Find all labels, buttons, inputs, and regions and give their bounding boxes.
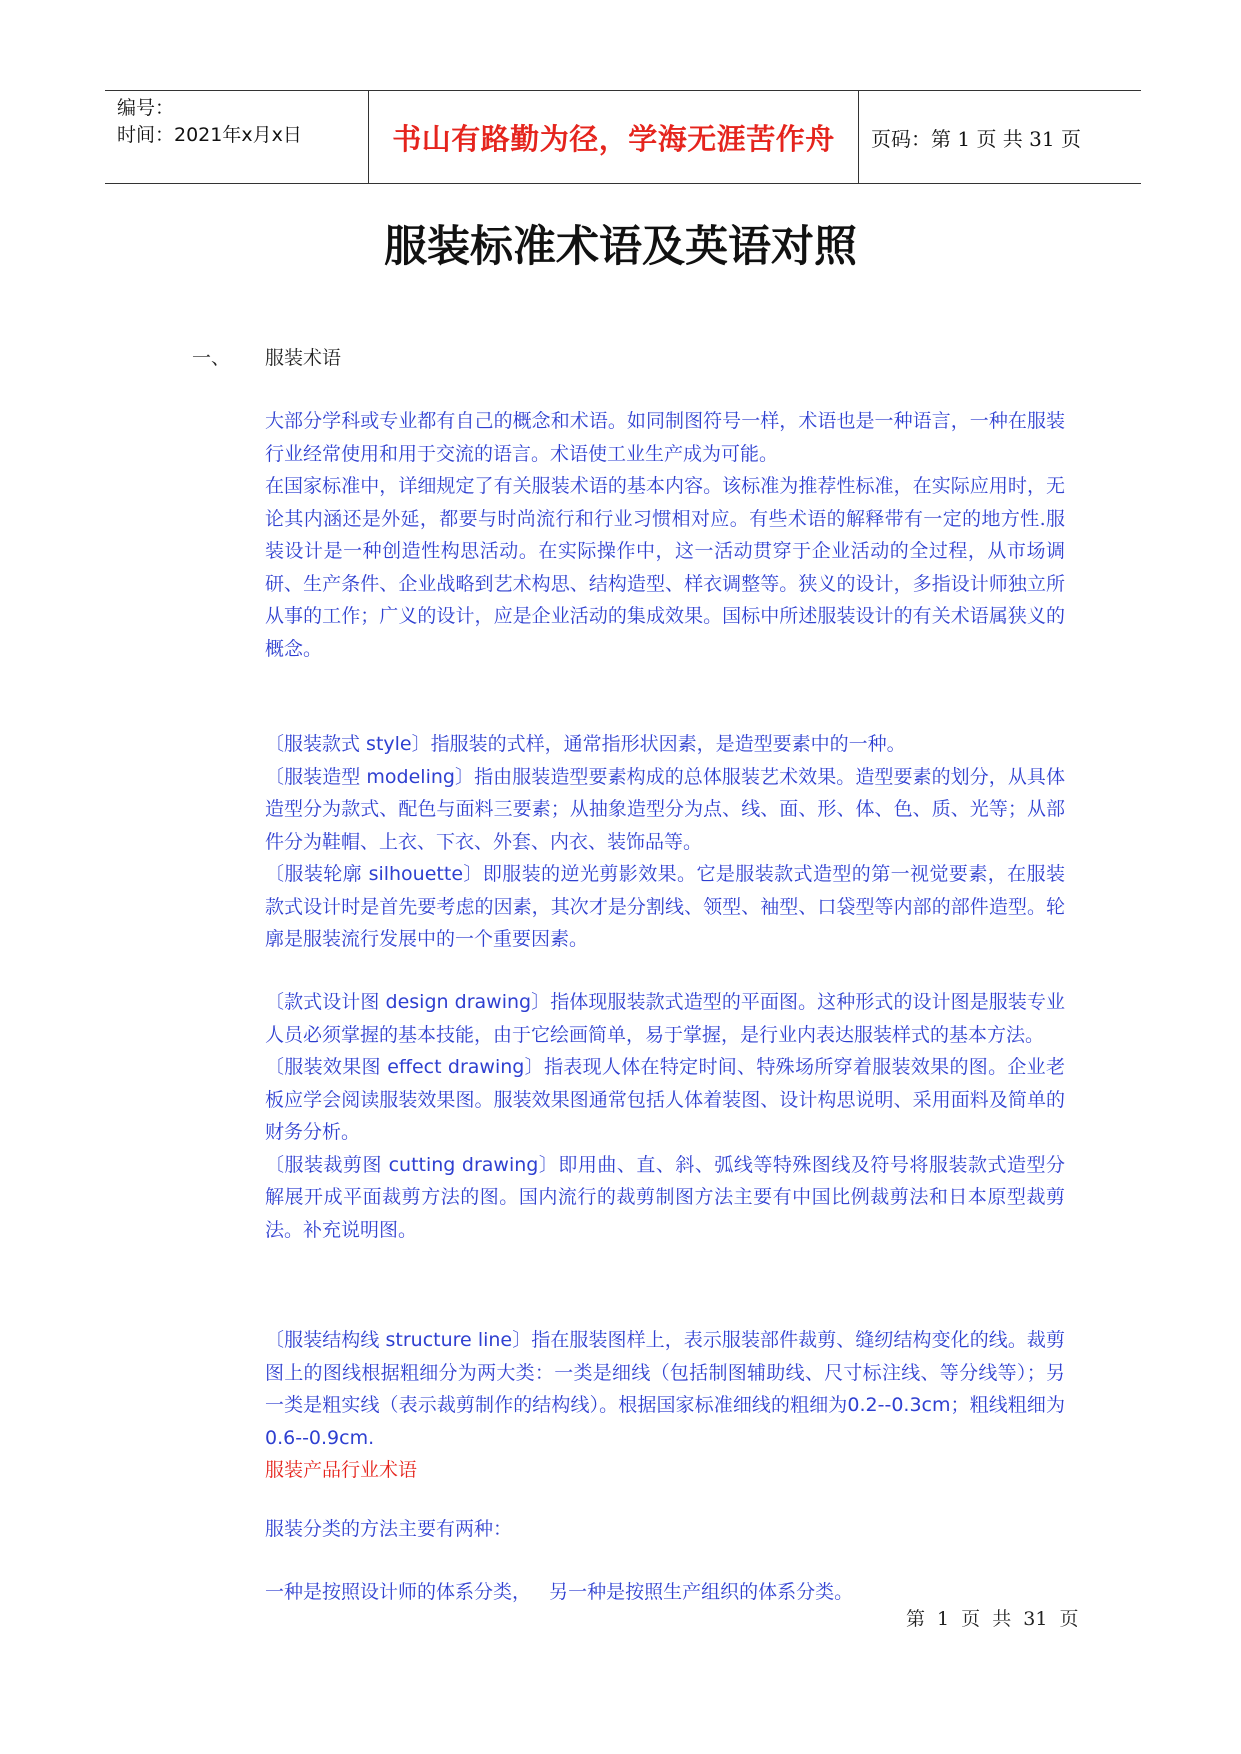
term-desc: 〕指在服装图样上，表示服装部件裁剪、缝纫结构变化的线。裁剪图上的图线根据粗细分为两大类：一类是细线（包括制图辅助线、尺寸标注线、等分线等）；另一类是粗实线（表示裁剪制作的结构线）。根据国家标准细线的粗细为 (265, 1329, 1065, 1416)
header-page-label: 页码：第 1 页 共 31 页 (871, 126, 1081, 151)
term-entry (265, 986, 1065, 1051)
term-cn: 〔款式设计图 (265, 991, 386, 1013)
term-desc: 〕即服装的逆光剪影效果。它是服装款式造型的第一视觉要素，在服装款式设计时是首先要考虑的因素，其次才是分割线、领型、袖型、口袋型等内部的部件造型。轮廓是服装流行发展中的一个重要因素。 (265, 863, 1065, 950)
term-en: design drawing (385, 991, 532, 1013)
intro-paragraph-1: 大部分学科或专业都有自己的概念和术语。如同制图符号一样，术语也是一种语言，一种在服装行业经常使用和用于交流的语言。术语使工业生产成为可能。 (265, 410, 1065, 465)
document-title: 服装标准术语及英语对照 (384, 222, 857, 272)
terms-block-b (265, 986, 1065, 1246)
term-desc-mid: ；粗线粗细为 (950, 1394, 1065, 1416)
page-header (105, 90, 1141, 184)
term-cn: 〔服装裁剪图 (265, 1153, 389, 1176)
term-desc: 〕指体现服装款式造型的平面图。这种形式的设计图是服装专业人员必须掌握的基本技能，由于它绘画简单，易于掌握，是行业内表达服装样式的基本方法。 (265, 991, 1065, 1046)
term-desc: 〕指服装的式样，通常指形状因素，是造型要素中的一种。 (411, 733, 906, 755)
section-index: 一、 (192, 347, 231, 369)
thick-line-value: 0.6--0.9cm. (265, 1426, 375, 1449)
number-label: 编号： (117, 97, 175, 119)
intro-block (265, 405, 1065, 665)
term-en: effect drawing (387, 1056, 525, 1078)
term-en: style (366, 733, 412, 755)
term-entry (265, 761, 1065, 859)
industry-terms-heading: 服装产品行业术语 (265, 1459, 418, 1481)
term-en: silhouette (368, 863, 464, 885)
structure-line-block (265, 1324, 1065, 1487)
fine-line-value: 0.2--0.3cm (847, 1394, 951, 1416)
term-desc: 〕指由服装造型要素构成的总体服装艺术效果。造型要素的划分，从具体造型分为款式、配色与面料三要素；从抽象造型分为点、线、面、形、体、色、质、光等；从部件分为鞋帽、上衣、下衣、外套、内衣、装饰品等。 (265, 765, 1065, 853)
term-cn: 〔服装结构线 (265, 1329, 386, 1351)
time-label: 时间：2021年x月x日 (117, 124, 302, 146)
classification-text: 服装分类的方法主要有两种： (265, 1518, 513, 1540)
page-footer: 第 1 页 共 31 页 (906, 1608, 1079, 1630)
term-entry (265, 728, 1065, 761)
term-cn: 〔服装款式 (265, 733, 367, 755)
term-cn: 〔服装轮廓 (265, 863, 369, 885)
term-cn: 〔服装造型 (265, 765, 367, 788)
term-desc: 〕指表现人体在特定时间、特殊场所穿着服装效果的图。企业老板应学会阅读服装效果图。服装效果图通常包括人体着装图、设计构思说明、采用面料及简单的财务分析。 (265, 1056, 1065, 1143)
term-en: modeling (366, 765, 455, 788)
classification-types: 一种是按照设计师的体系分类， 另一种是按照生产组织的体系分类。 (265, 1581, 854, 1603)
term-entry (265, 1051, 1065, 1149)
term-entry (265, 1149, 1065, 1247)
term-cn: 〔服装效果图 (265, 1056, 388, 1078)
term-entry (265, 858, 1065, 956)
term-en: structure line (385, 1329, 513, 1351)
term-entry (265, 1324, 1065, 1454)
terms-block-a (265, 728, 1065, 956)
term-en: cutting drawing (388, 1153, 539, 1176)
term-desc: 〕即用曲、直、斜、弧线等特殊图线及符号将服装款式造型分解展开成平面裁剪方法的图。国内流行的裁剪制图方法主要有中国比例裁剪法和日本原型裁剪法。补充说明图。 (265, 1153, 1065, 1241)
intro-paragraph-2: 在国家标准中，详细规定了有关服装术语的基本内容。该标准为推荐性标准，在实际应用时，无论其内涵还是外延，都要与时尚流行和行业习惯相对应。有些术语的解释带有一定的地方性.服装设计是一种创造性构思活动。在实际操作中，这一活动贯穿于企业活动的全过程，从市场调研、生产条件、企业战略到艺术构思、结构造型、样衣调整等。狭义的设计，多指设计师独立所从事的工作；广义的设计，应是企业活动的集成效果。国标中所述服装设计的有关术语属狭义的概念。 (265, 475, 1065, 660)
header-motto: 书山有路勤为径，学海无涯苦作舟 (369, 91, 859, 183)
section-heading: 服装术语 (265, 347, 342, 369)
header-meta (105, 91, 369, 183)
